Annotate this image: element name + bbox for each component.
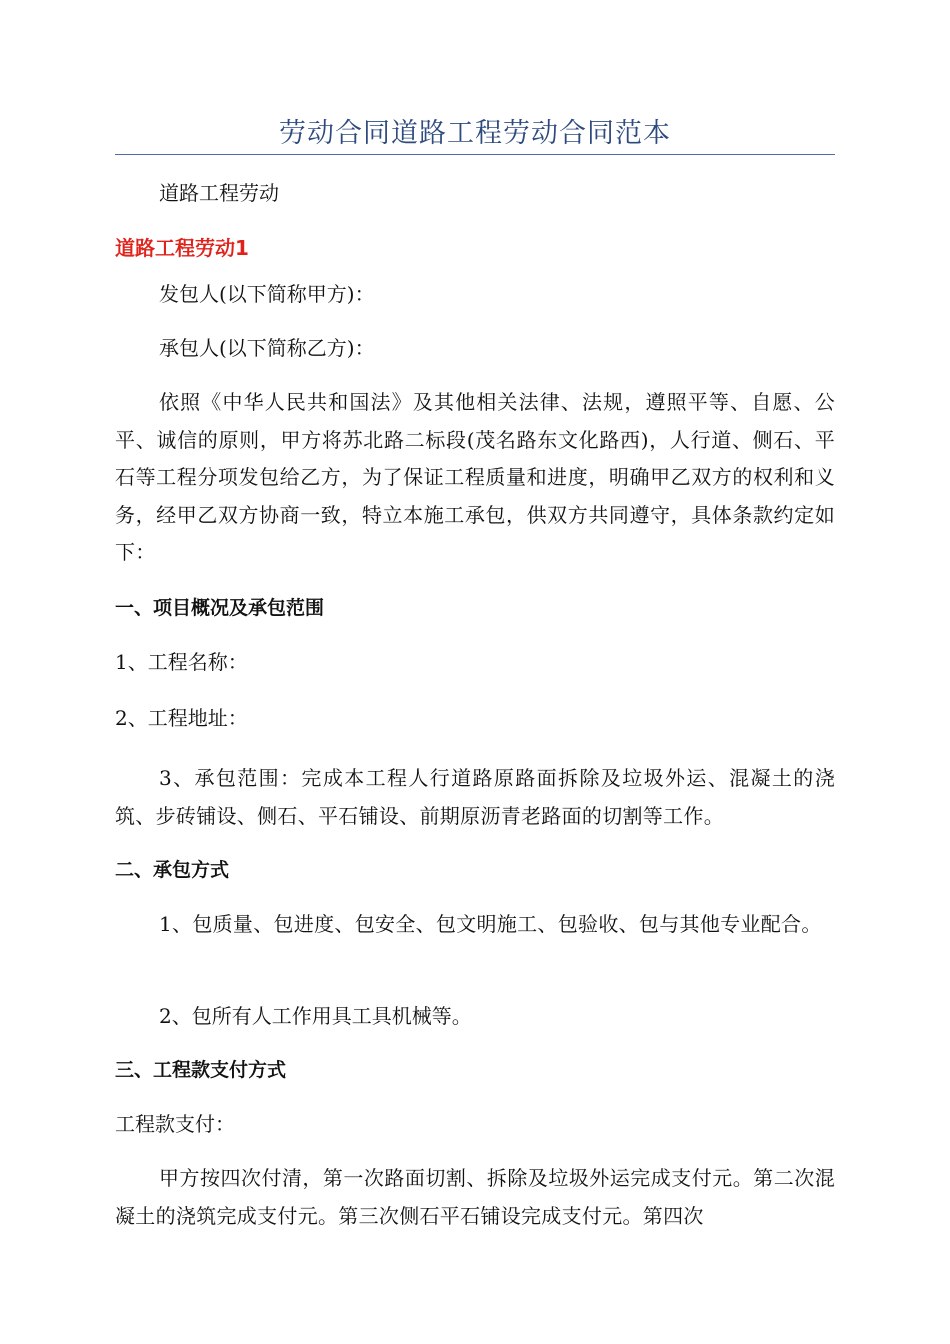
item-project-name: 1、工程名称： bbox=[115, 650, 248, 674]
section-red-heading: 道路工程劳动1 bbox=[115, 236, 249, 260]
item-project-address: 2、工程地址： bbox=[115, 706, 248, 730]
item-scope: 3、承包范围：完成本工程人行道路原路面拆除及垃圾外运、混凝土的浇筑、步砖铺设、侧石、平石铺设、前期原沥青老路面的切割等工作。 bbox=[115, 766, 835, 828]
section-heading-2: 二、承包方式 bbox=[115, 859, 230, 881]
section-heading-3: 三、工程款支付方式 bbox=[115, 1059, 287, 1081]
document-title: 劳动合同道路工程劳动合同范本 bbox=[279, 118, 671, 149]
payment-label: 工程款支付： bbox=[115, 1112, 235, 1136]
mode-item-2: 2、包所有人工作用具工具机械等。 bbox=[159, 1004, 472, 1028]
subtitle: 道路工程劳动 bbox=[159, 181, 279, 205]
section-heading-1: 一、项目概况及承包范围 bbox=[115, 597, 325, 619]
party-b-line: 承包人(以下简称乙方)： bbox=[159, 336, 375, 360]
payment-paragraph: 甲方按四次付清，第一次路面切割、拆除及垃圾外运完成支付元。第二次混凝土的浇筑完成支付元。第三次侧石平石铺设完成支付元。第四次 bbox=[115, 1166, 835, 1228]
intro-paragraph: 依照《中华人民共和国法》及其他相关法律、法规，遵照平等、自愿、公平、诚信的原则，甲方将苏北路二标段(茂名路东文化路西)，人行道、侧石、平石等工程分项发包给乙方，为了保证工程质量和进度，明确甲乙双方的权利和义务，经甲乙双方协商一致，特立本施工承包，供双方共同遵守，具体条款约定如下： bbox=[115, 390, 835, 564]
party-a-line: 发包人(以下简称甲方)： bbox=[159, 282, 375, 306]
title-underline bbox=[115, 154, 835, 155]
mode-item-1: 1、包质量、包进度、包安全、包文明施工、包验收、包与其他专业配合。 bbox=[159, 912, 822, 936]
